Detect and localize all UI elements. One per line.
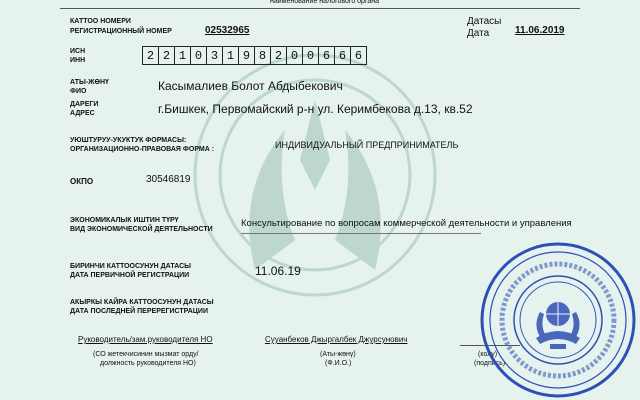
inn-digit: 0 [286, 46, 303, 65]
position-caption-ky: (СО жетекчисинин мызмат орду/ [93, 351, 199, 358]
okpo-label: ОКПО [70, 177, 94, 186]
legal-form-label-ky: УЮШТУРУУ-УКУКТУК ФОРМАСЫ: [70, 137, 187, 144]
activity-label-ru: ВИД ЭКОНОМИЧЕСКОЙ ДЕЯТЕЛЬНОСТИ [70, 226, 213, 233]
inn-digit: 6 [334, 46, 351, 65]
inn-digit: 8 [254, 46, 271, 65]
signer-name: Сууанбеков Джыргалбек Джурсунович [265, 335, 408, 344]
date-value: 11.06.2019 [515, 25, 565, 36]
first-reg-value: 11.06.19 [255, 264, 301, 278]
reg-label-ru: РЕГИСТРАЦИОННЫЙ НОМЕР [70, 28, 172, 35]
inn-digit: 2 [158, 46, 175, 65]
inn-digit: 0 [302, 46, 319, 65]
okpo-value: 30546819 [146, 174, 191, 185]
address-label-ky: ДАРЕГИ [70, 101, 99, 108]
date-label-ky: Датасы [467, 16, 502, 27]
inn-digit: 6 [350, 46, 367, 65]
inn-digit-boxes [143, 46, 367, 65]
first-reg-label-ky: БИРИНЧИ КАТТООСУНУН ДАТАСЫ [70, 263, 192, 270]
signer-caption-ky: (Аты-жөнү) [320, 351, 356, 358]
sign-caption-ru: (подпись) [474, 360, 506, 367]
inn-digit: 6 [318, 46, 335, 65]
official-seal-icon [478, 240, 638, 400]
activity-underline [241, 233, 481, 234]
reg-label-ky: КАТТОО НОМЕРИ [70, 18, 131, 25]
inn-digit: 1 [222, 46, 239, 65]
fio-value: Касымалиев Болот Абдыбекович [158, 79, 343, 93]
legal-form-value: ИНДИВИДУАЛЬНЫЙ ПРЕДПРИНИМАТЕЛЬ [275, 140, 459, 150]
activity-value: Консультирование по вопросам коммерческой деятельности и управления [241, 218, 572, 229]
inn-digit: 1 [174, 46, 191, 65]
legal-form-label-ru: ОРГАНИЗАЦИОННО-ПРАВОВАЯ ФОРМА : [70, 146, 215, 153]
last-rereg-label-ru: ДАТА ПОСЛЕДНЕЙ ПЕРЕРЕГИСТРАЦИИ [70, 308, 208, 315]
inn-digit: 3 [206, 46, 223, 65]
last-rereg-label-ky: АКЫРКЫ КАЙРА КАТТООСУНУН ДАТАСЫ [70, 299, 214, 306]
inn-digit: 9 [238, 46, 255, 65]
inn-label-ky: ИСН [70, 48, 86, 55]
reg-number: 02532965 [205, 25, 250, 36]
position-title: Руководитель/зам.руководителя НО [78, 335, 213, 344]
activity-label-ky: ЭКОНОМИКАЛЫК ИШТИН ТҮРҮ [70, 217, 179, 224]
address-value: г.Бишкек, Первомайский р-н ул. Керимбекова д.13, кв.52 [158, 102, 473, 116]
issuer-caption: наименование налогового органа [270, 0, 379, 5]
address-label-ru: АДРЕС [70, 110, 95, 117]
inn-digit: 0 [190, 46, 207, 65]
top-rule [60, 8, 580, 9]
sign-caption-ky: (колу) [478, 351, 498, 358]
first-reg-label-ru: ДАТА ПЕРВИЧНОЙ РЕГИСТРАЦИИ [70, 272, 190, 279]
fio-label-ky: АТЫ-ЖӨНҮ [70, 79, 109, 86]
inn-digit: 2 [142, 46, 159, 65]
fio-label-ru: ФИО [70, 88, 87, 95]
date-label-ru: Дата [467, 28, 490, 39]
position-caption-ru: должность руководителя НО) [100, 360, 196, 367]
inn-digit: 2 [270, 46, 287, 65]
signer-caption-ru: (Ф.И.О.) [325, 360, 352, 367]
inn-label-ru: ИНН [70, 57, 86, 64]
